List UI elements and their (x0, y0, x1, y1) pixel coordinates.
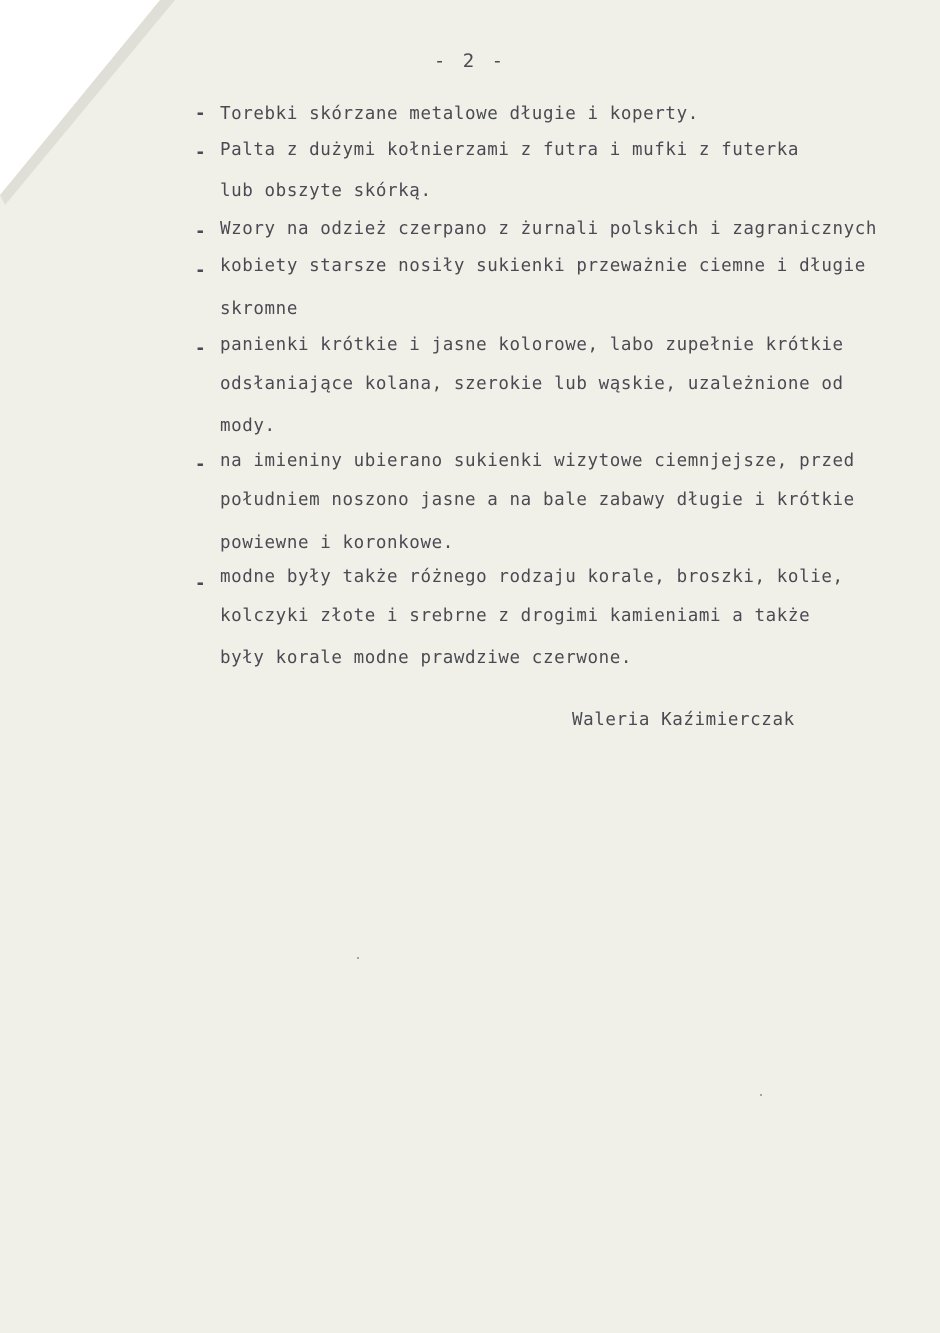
text-line: Palta z dużymi kołnierzami z futra i mufki z futerka (220, 140, 800, 160)
page-number: - 2 - (433, 50, 507, 72)
bullet-dash: - (195, 339, 206, 359)
text-line: mody. (220, 416, 276, 436)
bullet-dash: - (195, 104, 206, 124)
text-line: lub obszyte skórką. (220, 181, 432, 201)
text-line: skromne (220, 299, 298, 319)
text-line: modne były także różnego rodzaju korale, broszki, kolie, (220, 567, 844, 587)
text-line: panienki krótkie i jasne kolorowe, labo zupełnie krótkie (220, 335, 844, 355)
text-line: powiewne i koronkowe. (220, 533, 454, 553)
paper-speck (357, 957, 359, 959)
paper-speck (760, 1094, 762, 1096)
bullet-dash: - (195, 455, 206, 475)
text-line: kobiety starsze nosiły sukienki przeważnie ciemne i długie (220, 256, 866, 276)
text-line: odsłaniające kolana, szerokie lub wąskie, uzależnione od (220, 374, 844, 394)
text-line: były korale modne prawdziwe czerwone. (220, 648, 633, 668)
text-line: Torebki skórzane metalowe długie i koperty. (220, 104, 699, 124)
text-line: Wzory na odzież czerpano z żurnali polskich i zagranicznych (220, 219, 878, 239)
bullet-dash: - (195, 222, 206, 242)
bullet-dash: - (195, 143, 206, 163)
signature-name: Waleria Kaźimierczak (572, 710, 795, 730)
text-line: południem noszono jasne a na bale zabawy długie i krótkie (220, 490, 855, 510)
folded-corner-shadow (0, 0, 175, 205)
bullet-dash: - (195, 574, 206, 594)
text-line: kolczyki złote i srebrne z drogimi kamieniami a także (220, 606, 811, 626)
text-line: na imieniny ubierano sukienki wizytowe ciemnjejsze, przed (220, 451, 855, 471)
bullet-dash: - (195, 261, 206, 281)
